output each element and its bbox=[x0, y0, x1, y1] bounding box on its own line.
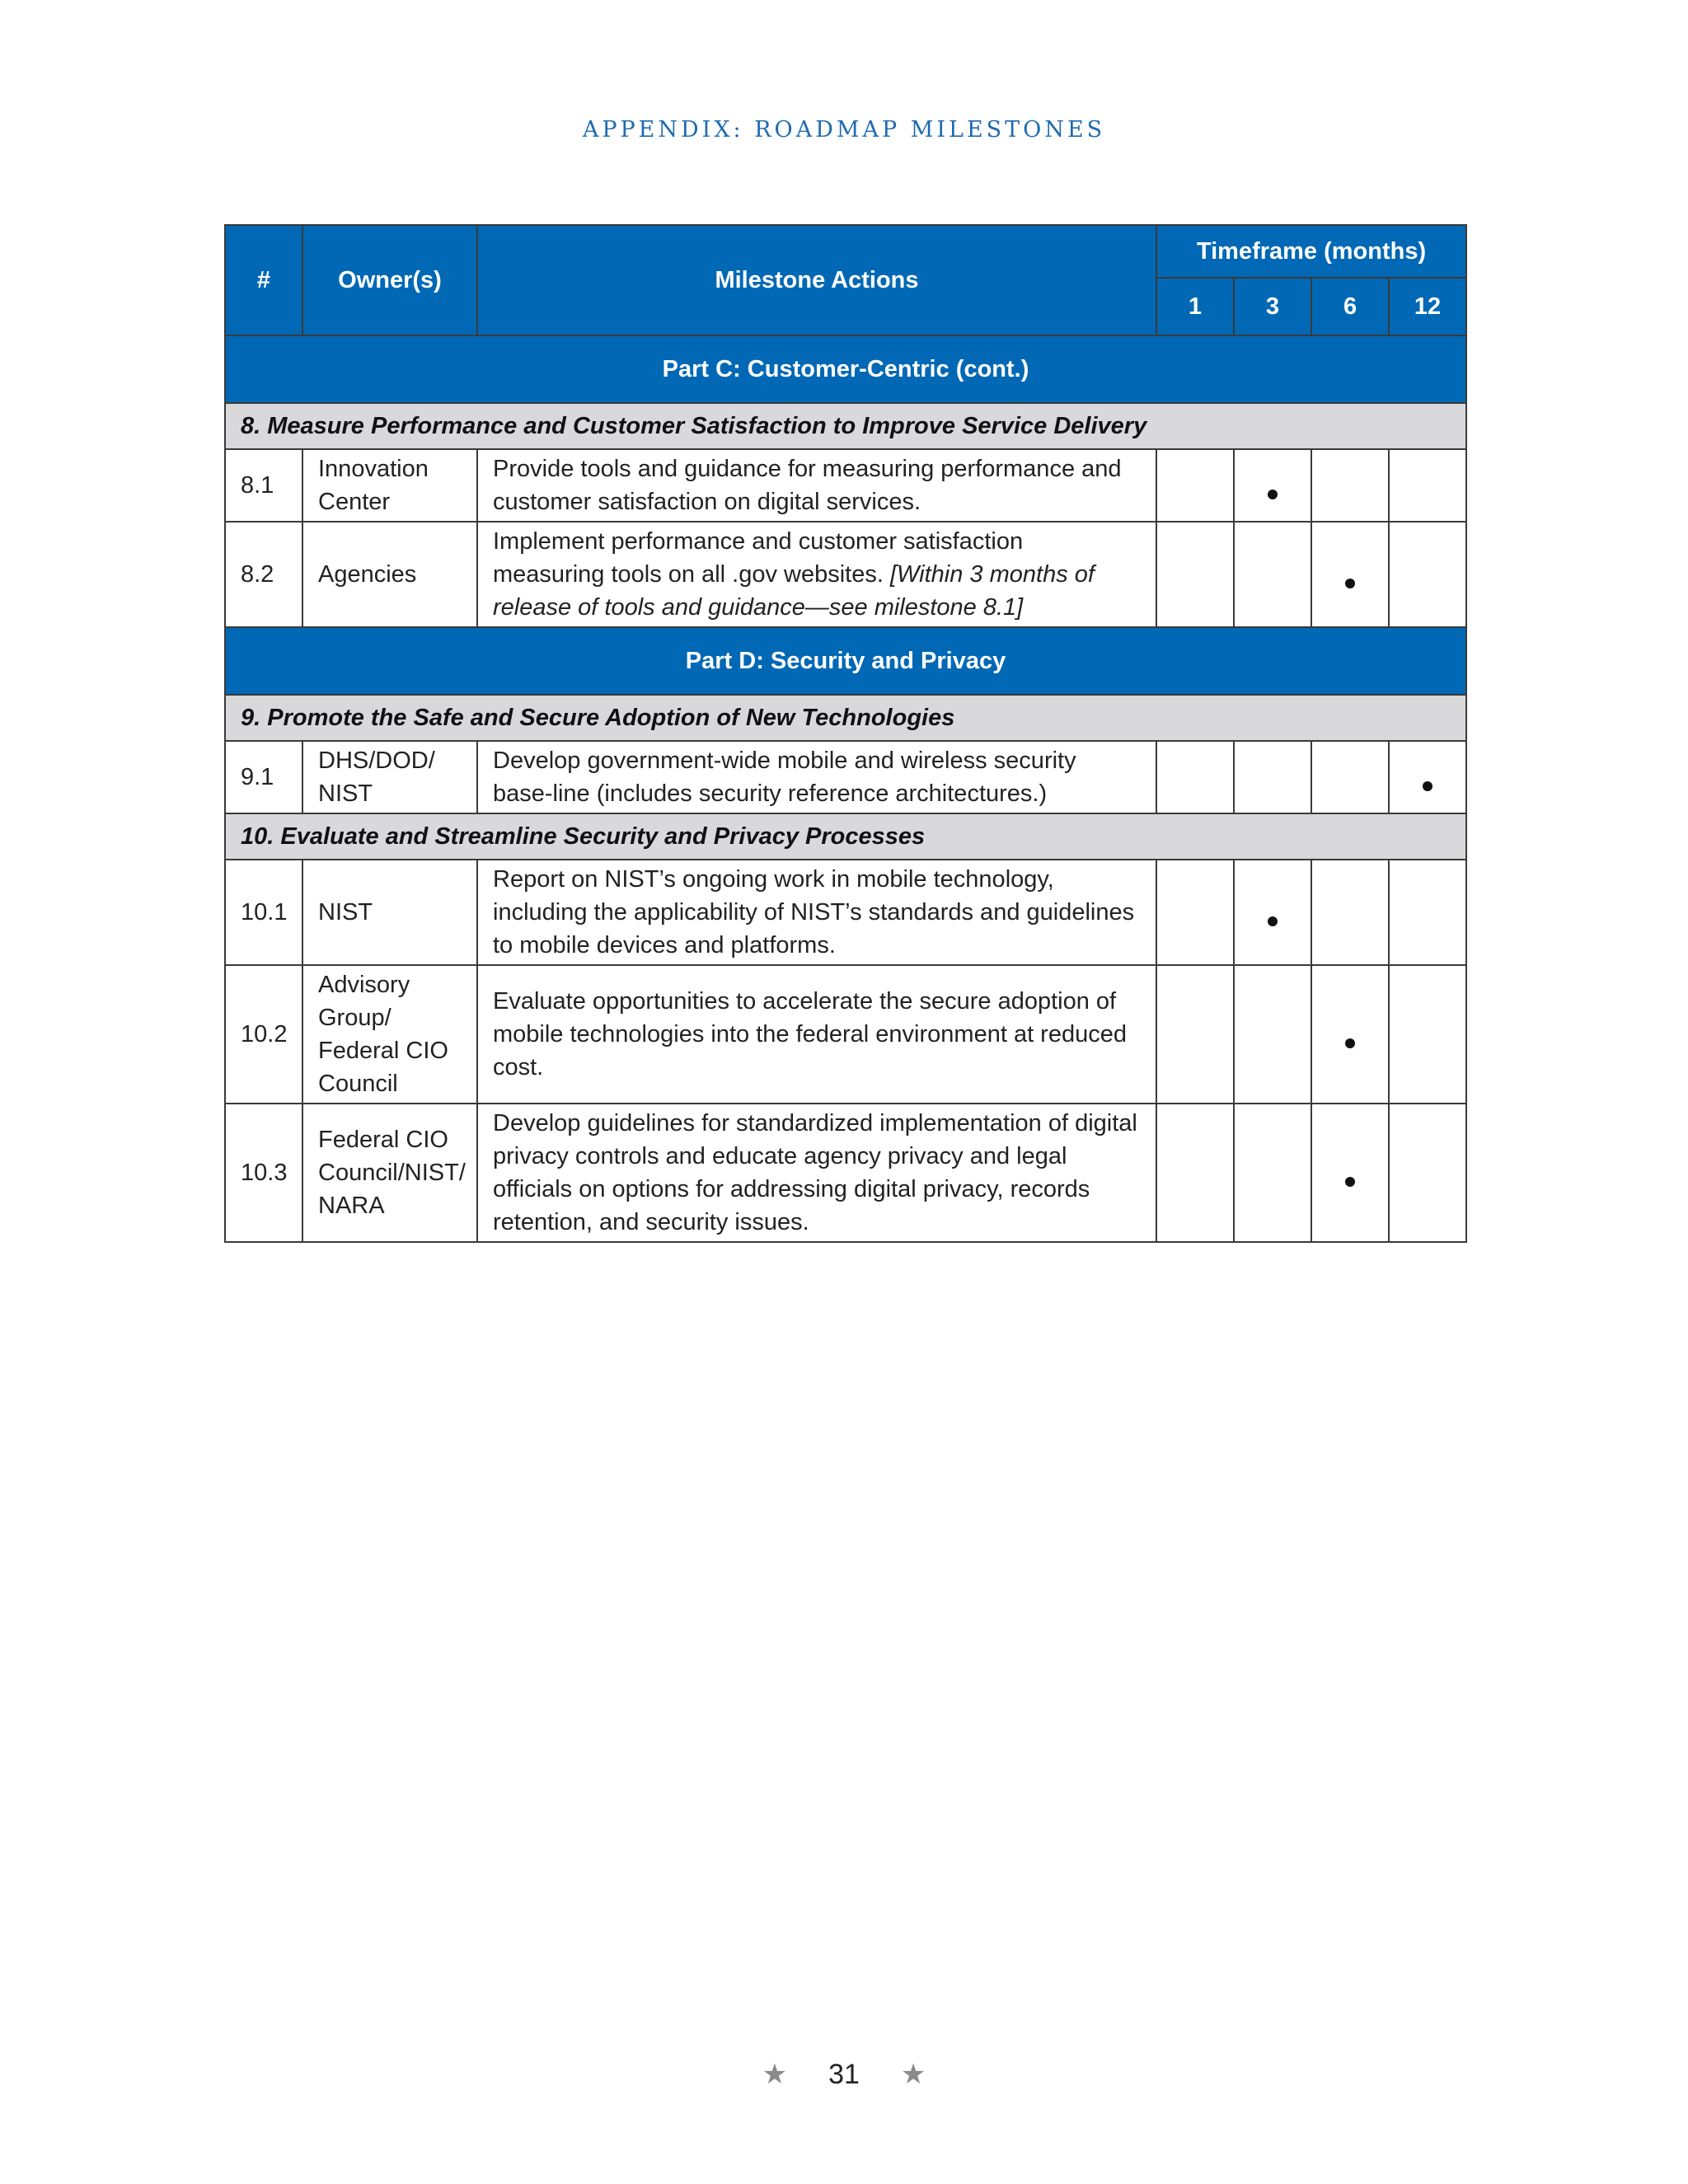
part-row bbox=[225, 627, 1466, 695]
milestone-action: Provide tools and guidance for measuring performance and customer satisfaction on digital services. bbox=[493, 456, 1122, 515]
milestone-note: [Within 3 months of release of tools and guidance—see milestone 8.1] bbox=[493, 561, 1095, 621]
timeframe-bullet-icon bbox=[1423, 781, 1432, 791]
milestone-action-cell bbox=[477, 449, 1156, 522]
table-row bbox=[225, 741, 1466, 813]
timeframe-cell-12 bbox=[1389, 522, 1466, 627]
milestone-owners: Federal CIO Council/NIST/ NARA bbox=[302, 1104, 477, 1242]
milestone-action: Develop guidelines for standardized implementation of digital privacy controls and educate agency privacy and legal officials on options for addressing digital privacy, records retention, and security issues. bbox=[493, 1110, 1137, 1235]
col-header-owners: Owner(s) bbox=[302, 225, 477, 335]
milestone-action: Evaluate opportunities to accelerate the secure adoption of mobile technologies into the federal environment at reduced cost. bbox=[493, 988, 1127, 1080]
milestone-number: 10.1 bbox=[225, 860, 302, 965]
section-heading: 10. Evaluate and Streamline Security and Privacy Processes bbox=[225, 813, 1466, 860]
star-icon: ★ bbox=[900, 2059, 926, 2090]
milestone-action: Develop government-wide mobile and wireless security base-line (includes security reference architectures.) bbox=[493, 748, 1076, 807]
table-row bbox=[225, 965, 1466, 1104]
timeframe-cell-6 bbox=[1311, 860, 1389, 965]
timeframe-cell-3 bbox=[1234, 1104, 1311, 1242]
timeframe-cell-6 bbox=[1311, 741, 1389, 813]
section-heading: 8. Measure Performance and Customer Satisfaction to Improve Service Delivery bbox=[225, 403, 1466, 449]
milestone-number: 8.2 bbox=[225, 522, 302, 627]
milestone-owners: Advisory Group/ Federal CIO Council bbox=[302, 965, 477, 1104]
milestone-action: Implement performance and customer satisfaction measuring tools on all .gov websites. bbox=[493, 528, 1024, 588]
milestones-table bbox=[224, 224, 1467, 1243]
timeframe-cell-3 bbox=[1234, 965, 1311, 1104]
timeframe-bullet-icon bbox=[1345, 1177, 1355, 1187]
milestone-action-cell bbox=[477, 741, 1156, 813]
timeframe-bullet-icon bbox=[1268, 490, 1278, 499]
milestone-action: Report on NIST’s ongoing work in mobile technology, including the applicability of NIST’s standards and guidelines to mobile devices and platforms. bbox=[493, 866, 1135, 958]
section-row bbox=[225, 403, 1466, 449]
table-row bbox=[225, 860, 1466, 965]
timeframe-cell-12 bbox=[1389, 1104, 1466, 1242]
page-title: APPENDIX: ROADMAP MILESTONES bbox=[582, 117, 1106, 143]
timeframe-cell-1 bbox=[1156, 860, 1234, 965]
timeframe-bullet-icon bbox=[1345, 1038, 1355, 1048]
timeframe-cell-12 bbox=[1389, 965, 1466, 1104]
header-row bbox=[225, 225, 1466, 278]
timeframe-bullet-icon bbox=[1268, 916, 1278, 926]
milestone-owners: Agencies bbox=[302, 522, 477, 627]
timeframe-cell-12 bbox=[1389, 860, 1466, 965]
timeframe-cell-6 bbox=[1311, 1104, 1389, 1242]
section-heading: 9. Promote the Safe and Secure Adoption of New Technologies bbox=[225, 695, 1466, 741]
col-header-actions: Milestone Actions bbox=[477, 225, 1156, 335]
col-header-month-3: 3 bbox=[1234, 278, 1311, 335]
milestone-number: 10.3 bbox=[225, 1104, 302, 1242]
timeframe-cell-3 bbox=[1234, 741, 1311, 813]
timeframe-cell-1 bbox=[1156, 965, 1234, 1104]
col-header-month-12: 12 bbox=[1389, 278, 1466, 335]
page-number: 31 bbox=[828, 2059, 860, 2090]
milestone-action-cell bbox=[477, 1104, 1156, 1242]
milestone-number: 9.1 bbox=[225, 741, 302, 813]
col-header-month-1: 1 bbox=[1156, 278, 1234, 335]
star-icon: ★ bbox=[762, 2059, 788, 2090]
timeframe-cell-6 bbox=[1311, 522, 1389, 627]
milestone-action-cell bbox=[477, 860, 1156, 965]
part-heading: Part D: Security and Privacy bbox=[225, 627, 1466, 695]
timeframe-cell-1 bbox=[1156, 741, 1234, 813]
table-row bbox=[225, 1104, 1466, 1242]
table-row bbox=[225, 522, 1466, 627]
timeframe-cell-3 bbox=[1234, 860, 1311, 965]
milestone-owners: DHS/DOD/ NIST bbox=[302, 741, 477, 813]
timeframe-cell-6 bbox=[1311, 965, 1389, 1104]
section-row bbox=[225, 813, 1466, 860]
part-row bbox=[225, 335, 1466, 403]
timeframe-cell-6 bbox=[1311, 449, 1389, 522]
milestone-number: 8.1 bbox=[225, 449, 302, 522]
milestone-owners: NIST bbox=[302, 860, 477, 965]
milestone-action-cell bbox=[477, 522, 1156, 627]
col-header-timeframe: Timeframe (months) bbox=[1156, 225, 1466, 278]
timeframe-cell-1 bbox=[1156, 449, 1234, 522]
milestone-action-cell bbox=[477, 965, 1156, 1104]
timeframe-cell-3 bbox=[1234, 449, 1311, 522]
col-header-number: # bbox=[225, 225, 302, 335]
table-row bbox=[225, 449, 1466, 522]
timeframe-cell-1 bbox=[1156, 1104, 1234, 1242]
section-row bbox=[225, 695, 1466, 741]
page-footer bbox=[0, 2058, 1688, 2091]
timeframe-cell-12 bbox=[1389, 741, 1466, 813]
timeframe-cell-3 bbox=[1234, 522, 1311, 627]
timeframe-cell-12 bbox=[1389, 449, 1466, 522]
col-header-month-6: 6 bbox=[1311, 278, 1389, 335]
part-heading: Part C: Customer-Centric (cont.) bbox=[225, 335, 1466, 403]
timeframe-bullet-icon bbox=[1345, 579, 1355, 588]
milestone-number: 10.2 bbox=[225, 965, 302, 1104]
timeframe-cell-1 bbox=[1156, 522, 1234, 627]
milestone-owners: Innovation Center bbox=[302, 449, 477, 522]
